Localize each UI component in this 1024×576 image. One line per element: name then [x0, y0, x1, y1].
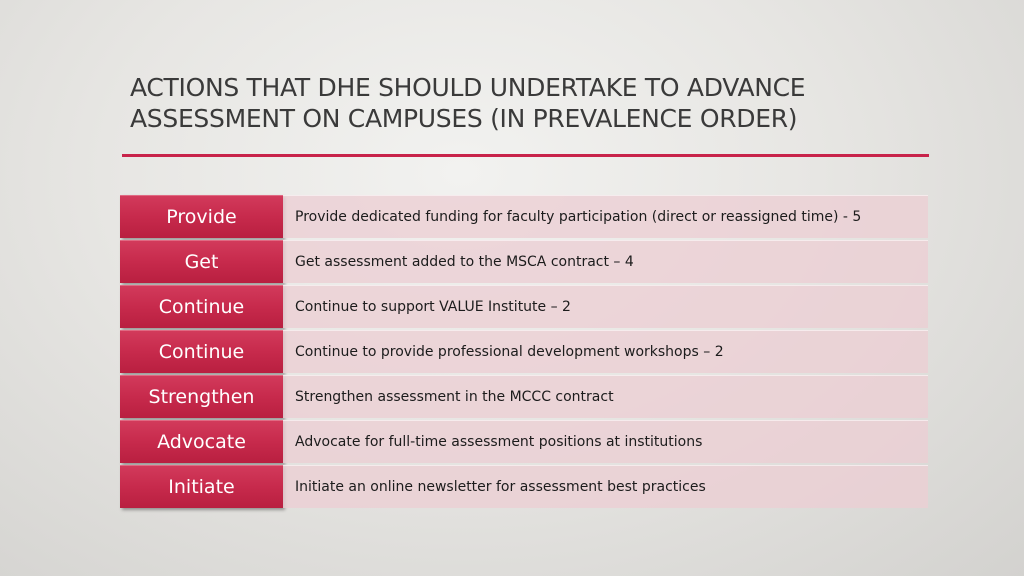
slide-title — [130, 72, 930, 134]
action-description: Initiate an online newsletter for assessment best practices — [283, 465, 928, 508]
action-row — [120, 465, 928, 510]
action-row — [120, 285, 928, 330]
action-description: Strengthen assessment in the MCCC contract — [283, 375, 928, 418]
action-row — [120, 240, 928, 285]
action-verb-label: Continue — [120, 330, 283, 373]
action-verb-label: Advocate — [120, 420, 283, 463]
action-row — [120, 195, 928, 240]
action-description: Get assessment added to the MSCA contract – 4 — [283, 240, 928, 283]
slide-title-line-2: ASSESSMENT ON CAMPUSES (IN PREVALENCE ORDER) — [130, 104, 798, 133]
action-row — [120, 420, 928, 465]
actions-list — [120, 195, 928, 510]
action-row — [120, 330, 928, 375]
action-verb-label: Initiate — [120, 465, 283, 508]
action-verb-label: Strengthen — [120, 375, 283, 418]
action-row — [120, 375, 928, 420]
action-description: Provide dedicated funding for faculty participation (direct or reassigned time) - 5 — [283, 195, 928, 238]
action-description: Continue to support VALUE Institute – 2 — [283, 285, 928, 328]
action-description: Advocate for full-time assessment positions at institutions — [283, 420, 928, 463]
action-description: Continue to provide professional development workshops – 2 — [283, 330, 928, 373]
action-verb-label: Get — [120, 240, 283, 283]
action-verb-label: Provide — [120, 195, 283, 238]
action-verb-label: Continue — [120, 285, 283, 328]
title-divider — [122, 154, 929, 157]
slide-title-line-1: ACTIONS THAT DHE SHOULD UNDERTAKE TO ADVANCE — [130, 73, 806, 102]
